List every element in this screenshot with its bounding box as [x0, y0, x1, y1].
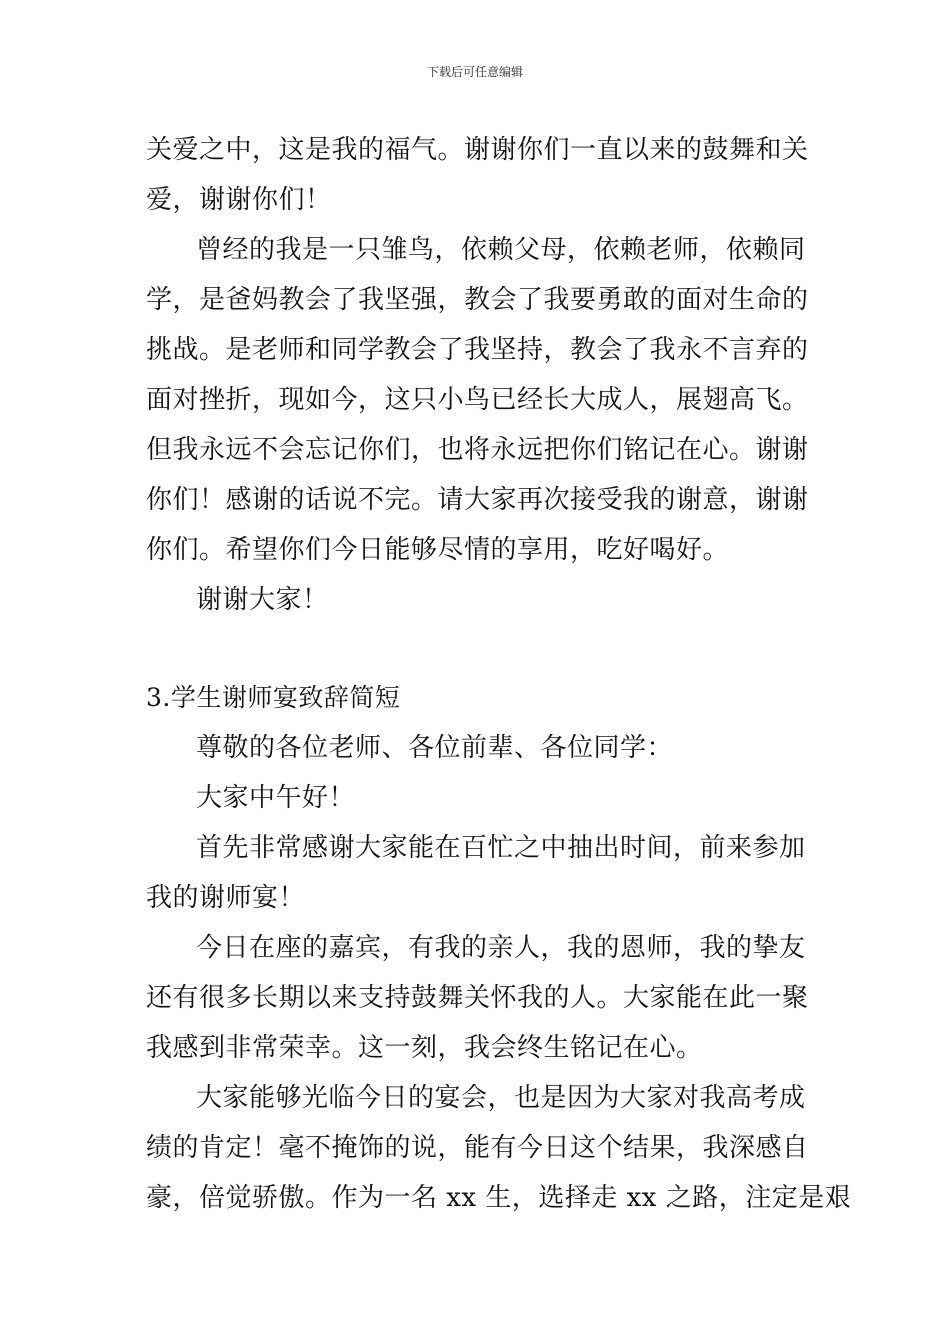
text-line: 挑战。是老师和同学教会了我坚持，教会了我永不言弃的: [146, 335, 809, 365]
text-line: 爱，谢谢你们！: [146, 185, 332, 215]
text-line: 豪，倍觉骄傲。作为一名 xx 生，选择走 xx 之路，注定是艰: [146, 1183, 852, 1213]
section-heading: 3.学生谢师宴致辞简短: [146, 683, 401, 712]
paragraph-start-line: 今日在座的嘉宾，有我的亲人，我的恩师，我的挚友: [196, 933, 806, 963]
paragraph-start-line: 大家能够光临今日的宴会，也是因为大家对我高考成: [196, 1083, 806, 1113]
text-line: 关爱之中，这是我的福气。谢谢你们一直以来的鼓舞和关: [146, 135, 809, 165]
text-line: 我感到非常荣幸。这一刻，我会终生铭记在心。: [146, 1033, 703, 1063]
page-header: 下载后可任意编辑: [426, 65, 523, 79]
text-line: 但我永远不会忘记你们，也将永远把你们铭记在心。谢谢: [146, 435, 809, 465]
text-line: 还有很多长期以来支持鼓舞关怀我的人。大家能在此一聚: [146, 983, 809, 1013]
text-line: 学，是爸妈教会了我坚强，教会了我要勇敢的面对生命的: [146, 285, 809, 315]
text-line: 我的谢师宴！: [146, 883, 306, 913]
paragraph-start-line: 首先非常感谢大家能在百忙之中抽出时间，前来参加: [196, 833, 806, 863]
paragraph-start-line: 谢谢大家！: [196, 585, 329, 615]
salutation-line: 尊敬的各位老师、各位前辈、各位同学：: [196, 733, 674, 763]
text-line: 你们。希望你们今日能够尽情的享用，吃好喝好。: [146, 535, 730, 565]
greeting-line: 大家中午好！: [196, 783, 356, 813]
paragraph-start-line: 曾经的我是一只雏鸟，依赖父母，依赖老师，依赖同: [196, 235, 806, 265]
text-line: 你们！感谢的话说不完。请大家再次接受我的谢意，谢谢: [146, 485, 809, 515]
text-line: 面对挫折，现如今，这只小鸟已经长大成人，展翅高飞。: [146, 385, 809, 415]
text-line: 绩的肯定！毫不掩饰的说，能有今日这个结果，我深感自: [146, 1133, 809, 1163]
